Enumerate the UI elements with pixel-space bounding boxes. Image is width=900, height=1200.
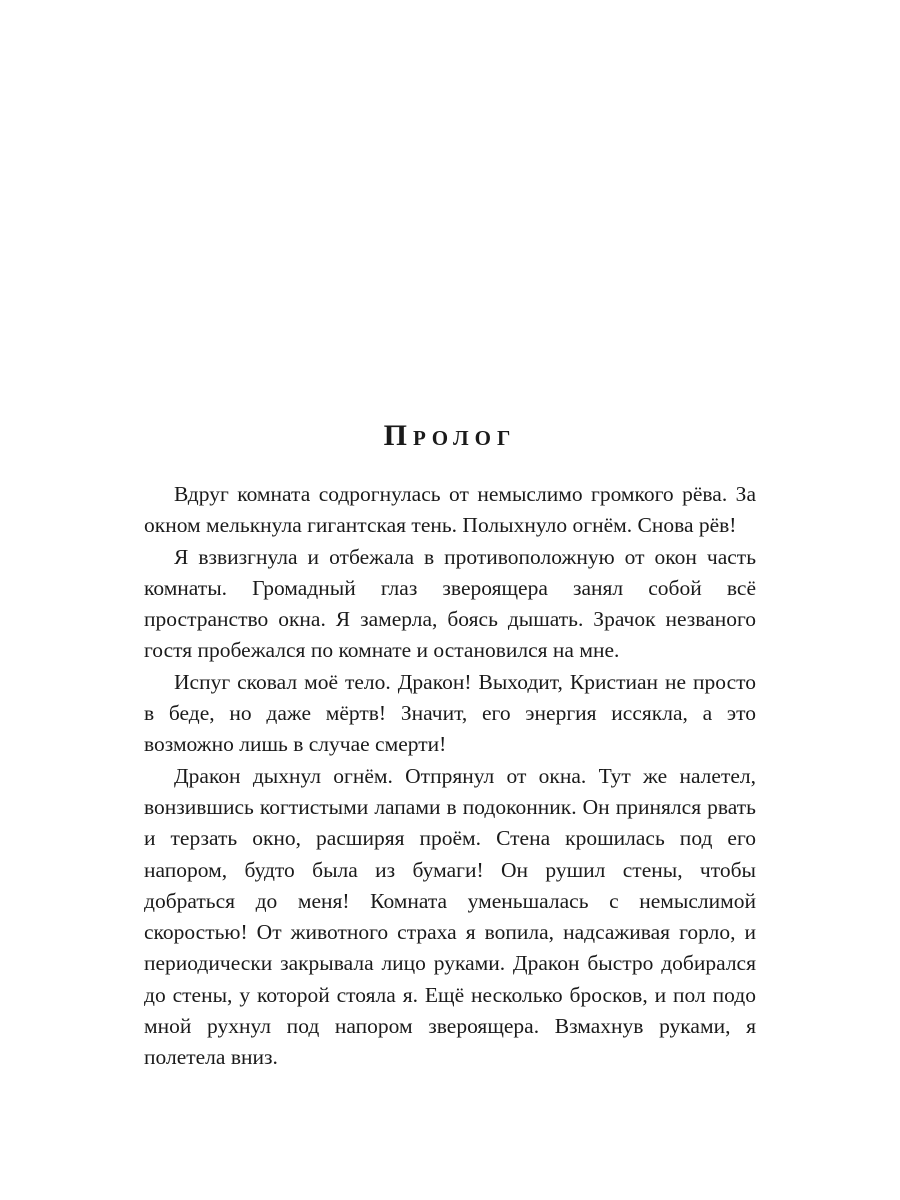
paragraph: Вдруг комната содрогнулась от немыслимо громкого рёва. За окном мелькнула гигантская тень. Полыхнуло огнём. Снова рёв!	[144, 482, 756, 538]
book-page	[144, 0, 756, 1200]
chapter-body	[144, 479, 756, 1074]
chapter-title: Пролог	[383, 419, 517, 452]
paragraph: Дракон дыхнул огнём. Отпрянул от окна. Тут же налетел, вонзившись когтистыми лапами в подоконник. Он принялся рвать и терзать окно, расширяя проём. Стена крошилась под его напором, будто была из бумаги! Он рушил стены, чтобы добраться до меня! Комната уменьшалась с немыслимой скоростью! От животного страха я вопила, надсаживая горло, и периодически закрывала лицо руками. Дракон быстро добирался до стены, у которой стояла я. Ещё несколько бросков, и пол подо мной рухнул под напором звероящера. Взмахнув руками, я полетела вниз.	[144, 763, 756, 1070]
paragraph: Испуг сковал моё тело. Дракон! Выходит, Кристиан не просто в беде, но даже мёртв! Значит, его энергия иссякла, а это возможно лишь в случае смерти!	[144, 669, 756, 757]
paragraph: Я взвизгнула и отбежала в противоположную от окон часть комнаты. Громадный глаз звероящера занял собой всё пространство окна. Я замерла, боясь дышать. Зрачок незваного гостя пробежался по комнате и остановился на мне.	[144, 544, 756, 663]
